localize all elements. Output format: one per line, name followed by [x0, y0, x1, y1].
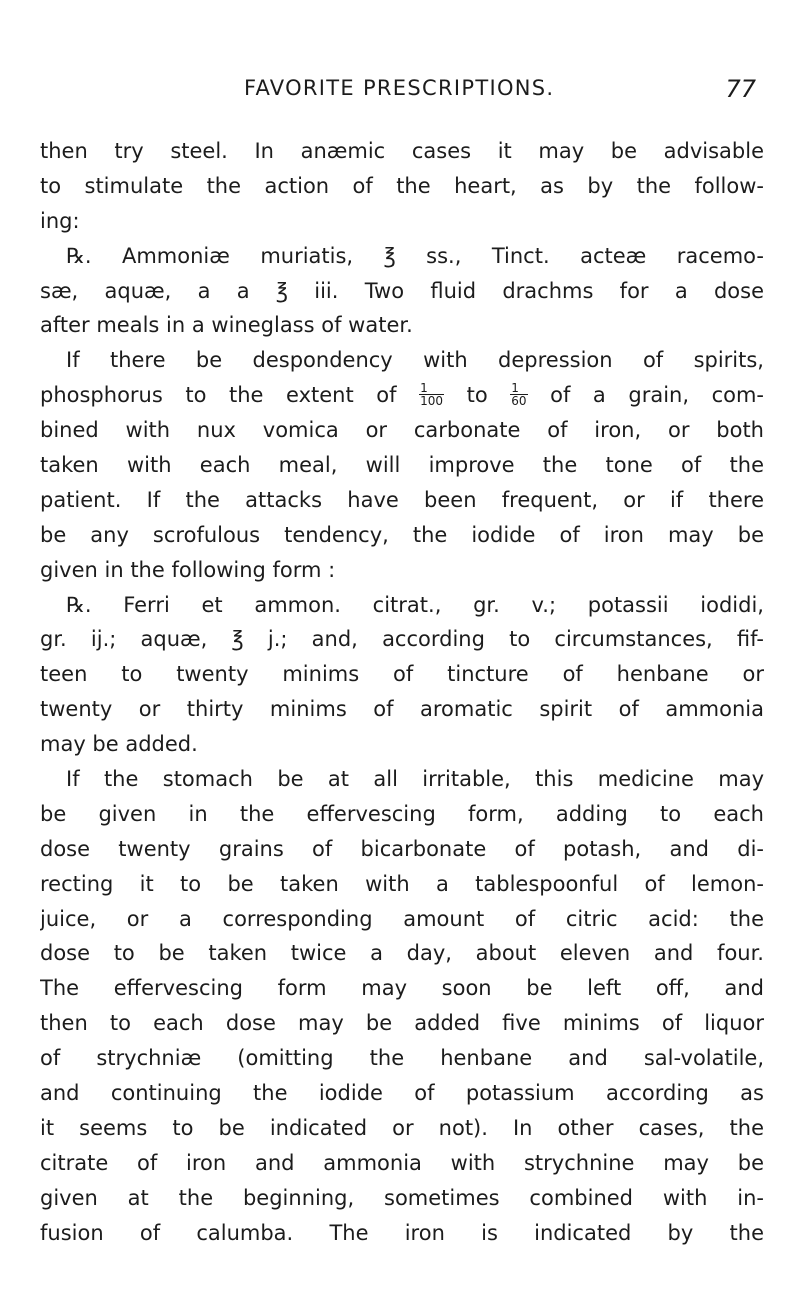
text-line: taken with each meal, will improve the tone of the: [40, 453, 764, 478]
text-line: If there be despondency with depression of spirits,: [66, 348, 764, 373]
text-line: recting it to be taken with a tablespoonful of lemon-: [40, 871, 764, 896]
text-line: gr. ij.; aquæ, ℥ j.; and, according to circumstances, fif-: [40, 627, 764, 652]
text-line: bined with nux vomica or carbonate of iron, or both: [40, 418, 764, 443]
page-number: 77: [725, 75, 756, 103]
text-line: to stimulate the action of the heart, as by the follow-: [40, 173, 764, 198]
text-line: citrate of iron and ammonia with strychnine may be: [40, 1150, 764, 1175]
text-line: then to each dose may be added five minims of liquor: [40, 1011, 764, 1036]
page-header: [40, 76, 764, 110]
text-line: The effervescing form may soon be left off, and: [40, 976, 764, 1001]
body-text: [40, 134, 764, 1251]
text-line: fusion of calumba. The iron is indicated by the: [40, 1220, 764, 1245]
text-line: given in the following form :: [40, 557, 336, 582]
text-line: be any scrofulous tendency, the iodide of iron may be: [40, 522, 764, 547]
fraction-denominator: 100: [420, 394, 444, 409]
text-line: dose twenty grains of bicarbonate of potash, and di-: [40, 836, 764, 861]
text-line: of strychniæ (omitting the henbane and sal-volatile,: [40, 1046, 764, 1071]
text-line: dose to be taken twice a day, about eleven and four.: [40, 941, 764, 966]
prescription-line: ℞. Ammoniæ muriatis, ℥ ss., Tinct. acteæ racemo-: [66, 243, 764, 268]
text-line: ing:: [40, 208, 80, 233]
fraction-numerator: 1: [419, 382, 444, 395]
text-line: sæ, aquæ, a a ℥ iii. Two fluid drachms for a dose: [40, 278, 764, 303]
text-line: and continuing the iodide of potassium according as: [40, 1081, 764, 1106]
text-line: If the stomach be at all irritable, this medicine may: [66, 767, 764, 792]
text-line: juice, or a corresponding amount of citric acid: the: [40, 906, 764, 931]
text-line-with-fractions: [40, 378, 764, 413]
fraction-denominator: 60: [511, 394, 527, 409]
text-line: may be added.: [40, 732, 198, 757]
text-line: twenty or thirty minims of aromatic spirit of ammonia: [40, 697, 764, 722]
fraction-one-sixtieth: [510, 382, 527, 407]
text-line: be given in the effervescing form, adding to each: [40, 801, 764, 826]
text-line: after meals in a wineglass of water.: [40, 313, 413, 338]
text-line: then try steel. In anæmic cases it may be advisable: [40, 139, 764, 163]
text-segment: of a grain, com-: [550, 383, 764, 408]
book-page: [40, 0, 764, 1299]
text-line: given at the beginning, sometimes combined with in-: [40, 1185, 764, 1210]
text-segment: phosphorus to the extent of: [40, 383, 397, 408]
running-title: FAVORITE PRESCRIPTIONS.: [244, 76, 555, 100]
fraction-numerator: 1: [510, 382, 527, 395]
text-line: teen to twenty minims of tincture of henbane or: [40, 662, 764, 687]
fraction-one-hundredth: [419, 382, 444, 407]
text-line: it seems to be indicated or not). In other cases, the: [40, 1115, 764, 1140]
text-line: patient. If the attacks have been frequent, or if there: [40, 487, 764, 512]
prescription-line: ℞. Ferri et ammon. citrat., gr. v.; potassii iodidi,: [66, 592, 764, 617]
text-segment: to: [466, 383, 488, 408]
